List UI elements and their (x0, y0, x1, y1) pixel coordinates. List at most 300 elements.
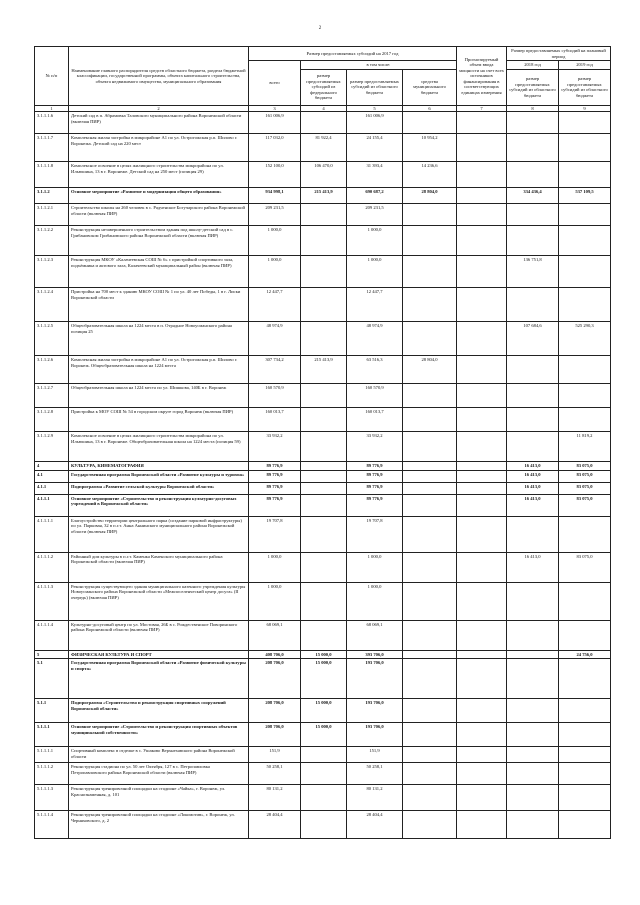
row-2018 (507, 582, 559, 620)
row-forecast (457, 494, 507, 516)
row-name: Подпрограмма «Строительство и реконструкция спортивных сооружений Воронежской области» (69, 699, 249, 723)
subsidy-table (34, 46, 611, 839)
header-2019: 2019 год (559, 61, 611, 70)
row-2018 (507, 408, 559, 432)
row-name: Государственная программа Воронежской области «Развитие физической культуры и спорта» (69, 659, 249, 699)
row-2018 (507, 659, 559, 699)
row-municipal (403, 659, 457, 699)
row-number: 5.1.1.1.3 (35, 785, 69, 811)
row-2018: 16 413,0 (507, 462, 559, 471)
row-forecast (457, 162, 507, 188)
row-name: Реконструкция МКОУ «Калачеевская СОШ № 6» с пристройкой спортивного зала, подъёмника и актового зала, Калачеевский муниципальный район (включая ПИР) (69, 256, 249, 288)
row-regional: 19 707,8 (347, 516, 403, 552)
row-regional: 151,9 (347, 747, 403, 763)
row-number: 4 (35, 462, 69, 471)
table-row (35, 582, 611, 620)
row-forecast (457, 408, 507, 432)
row-forecast (457, 482, 507, 494)
row-name: КУЛЬТУРА, КИНЕМАТОГРАФИЯ (69, 462, 249, 471)
row-number: 3.1.1.2.9 (35, 432, 69, 462)
row-number: 3.1.1.2.5 (35, 322, 69, 356)
table-row (35, 482, 611, 494)
row-federal: 81 922,4 (301, 134, 347, 162)
row-forecast (457, 650, 507, 659)
row-regional: 1 000,0 (347, 256, 403, 288)
row-2019: 11 819,2 (559, 432, 611, 462)
row-number: 4.1.1.1.1 (35, 516, 69, 552)
row-2018 (507, 162, 559, 188)
row-total: 89 776,9 (249, 470, 301, 482)
row-municipal (403, 256, 457, 288)
row-regional: 690 687,2 (347, 188, 403, 204)
row-federal (301, 462, 347, 471)
row-total: 89 776,9 (249, 494, 301, 516)
row-2018 (507, 747, 559, 763)
table-row (35, 322, 611, 356)
row-forecast (457, 204, 507, 226)
row-forecast (457, 226, 507, 256)
table-row (35, 659, 611, 699)
row-total: 80 131,2 (249, 785, 301, 811)
row-number: 3.1.1.1.7 (35, 134, 69, 162)
row-municipal (403, 785, 457, 811)
row-regional: 48 974,9 (347, 322, 403, 356)
row-2019 (559, 256, 611, 288)
header-2018-sub: размер предоставляемых субсидий из областного бюджета (507, 69, 559, 105)
row-regional: 1 000,0 (347, 582, 403, 620)
header-incl: в том числе: (301, 61, 457, 70)
row-number: 4.1.1 (35, 482, 69, 494)
row-2019: 83 075,0 (559, 552, 611, 582)
row-regional: 160 570,9 (347, 384, 403, 408)
table-body (35, 112, 611, 839)
row-forecast (457, 811, 507, 839)
row-municipal (403, 620, 457, 650)
row-forecast (457, 582, 507, 620)
table-row (35, 384, 611, 408)
row-2019: 83 075,0 (559, 462, 611, 471)
row-forecast (457, 723, 507, 747)
row-2018 (507, 723, 559, 747)
table-row (35, 552, 611, 582)
row-regional: 89 776,9 (347, 462, 403, 471)
row-municipal (403, 112, 457, 134)
row-forecast (457, 432, 507, 462)
row-number: 3.1.1.2 (35, 188, 69, 204)
row-total: 50 258,1 (249, 763, 301, 785)
row-regional: 63 516,3 (347, 356, 403, 384)
row-forecast (457, 256, 507, 288)
row-municipal (403, 462, 457, 471)
row-name: Культурно-досуговый центр по ул. Мостовая, 26Б в с. Рождественское Поворинского района Воронежской области (включая ПИР) (69, 620, 249, 650)
row-forecast (457, 516, 507, 552)
row-2019 (559, 226, 611, 256)
row-name: ФИЗИЧЕСКАЯ КУЛЬТУРА И СПОРТ (69, 650, 249, 659)
table-row (35, 516, 611, 552)
row-federal (301, 204, 347, 226)
row-federal (301, 288, 347, 322)
row-regional: 80 131,2 (347, 785, 403, 811)
row-federal: 215 413,9 (301, 188, 347, 204)
row-total: 208 706,0 (249, 659, 301, 699)
row-regional: 89 776,9 (347, 482, 403, 494)
row-2018 (507, 650, 559, 659)
row-name: Реконструкция тренировочной площадки на стадионе «Локомотив», г. Воронеж, ул. Черняховского, д. 2 (69, 811, 249, 839)
column-index: 2 (69, 105, 249, 112)
row-number: 3.1.1.2.6 (35, 356, 69, 384)
row-federal: 106 470,0 (301, 162, 347, 188)
row-federal (301, 432, 347, 462)
row-2018 (507, 384, 559, 408)
row-regional: 89 776,9 (347, 470, 403, 482)
row-name: Районный дом культуры в п.г.т. Каменка Каменского муниципального района Воронежской области (включая ПИР) (69, 552, 249, 582)
row-2019 (559, 785, 611, 811)
table-row (35, 785, 611, 811)
row-number: 4.1.1.1 (35, 494, 69, 516)
row-number: 3.1.1.1.8 (35, 162, 69, 188)
column-index: 4 (301, 105, 347, 112)
row-total: 89 776,9 (249, 482, 301, 494)
table-row (35, 432, 611, 462)
row-forecast (457, 552, 507, 582)
row-federal (301, 470, 347, 482)
row-name: Комплексная жилая застройка в микрорайоне А1 по ул. Острогожская р.п. Шилово г. Воронеж. Общеобразовательная школа на 1224 места (69, 356, 249, 384)
row-2019: 24 756,0 (559, 650, 611, 659)
row-number: 5.1.1.1.1 (35, 747, 69, 763)
row-2019 (559, 747, 611, 763)
table-row (35, 408, 611, 432)
table-row (35, 226, 611, 256)
row-municipal (403, 470, 457, 482)
row-municipal (403, 747, 457, 763)
row-forecast (457, 763, 507, 785)
row-2018 (507, 288, 559, 322)
row-2019 (559, 384, 611, 408)
row-municipal (403, 408, 457, 432)
header-name: Наименование главного распорядителя средств областного бюджета, раздела бюджетной классификации, государственной программы, объекта капитального строительства, объекта недвижимого имущества, муниципального образования (69, 47, 249, 106)
row-municipal (403, 482, 457, 494)
row-municipal: 28 804,0 (403, 188, 457, 204)
row-forecast (457, 620, 507, 650)
row-federal (301, 494, 347, 516)
column-index: 1 (35, 105, 69, 112)
table-row (35, 699, 611, 723)
row-municipal (403, 322, 457, 356)
row-2018 (507, 785, 559, 811)
table-row (35, 162, 611, 188)
row-federal (301, 226, 347, 256)
row-2019: 537 109,5 (559, 188, 611, 204)
row-federal: 15 000,0 (301, 699, 347, 723)
row-2019 (559, 659, 611, 699)
table-row (35, 494, 611, 516)
header-obl: размер предоставляемых субсидий из областного бюджета (347, 69, 403, 105)
row-municipal (403, 582, 457, 620)
row-number: 5.1.1 (35, 699, 69, 723)
row-federal (301, 482, 347, 494)
row-2018 (507, 620, 559, 650)
row-municipal (403, 811, 457, 839)
row-name: Реконструкция тренировочной площадки на стадионе «Чайка», г. Воронеж, ул. Краснознаменная, д. 101 (69, 785, 249, 811)
row-forecast (457, 112, 507, 134)
row-municipal: 14 236,6 (403, 162, 457, 188)
row-name: Основное мероприятие «Строительство и реконструкция спортивных объектов муниципальной собственности» (69, 723, 249, 747)
row-total: 33 932,2 (249, 432, 301, 462)
row-2019: 83 075,0 (559, 494, 611, 516)
row-forecast (457, 470, 507, 482)
row-name: Спортивный комплекс в отделке в с. Ушаково Верхнехавского района Воронежской области (69, 747, 249, 763)
table-row (35, 620, 611, 650)
row-2019: 525 290,3 (559, 322, 611, 356)
row-2019 (559, 288, 611, 322)
row-federal (301, 582, 347, 620)
row-federal (301, 322, 347, 356)
row-regional: 50 258,1 (347, 763, 403, 785)
row-municipal: 10 954,2 (403, 134, 457, 162)
table-row (35, 763, 611, 785)
row-total: 151,9 (249, 747, 301, 763)
row-regional: 68 069,1 (347, 620, 403, 650)
row-2019 (559, 620, 611, 650)
row-total: 117 032,0 (249, 134, 301, 162)
table-row (35, 134, 611, 162)
row-municipal: 28 804,0 (403, 356, 457, 384)
row-2018 (507, 204, 559, 226)
column-index: 5 (347, 105, 403, 112)
row-number: 3.1.1.2.4 (35, 288, 69, 322)
column-index: 6 (403, 105, 457, 112)
row-2019 (559, 582, 611, 620)
row-name: Комплексная жилая застройка в микрорайоне А1 по ул. Острогожская р.п. Шилово г. Воронежа. Детский сад на 220 мест (69, 134, 249, 162)
row-total: 160 570,9 (249, 384, 301, 408)
row-total: 152 100,0 (249, 162, 301, 188)
row-2018: 16 413,0 (507, 470, 559, 482)
row-2018 (507, 811, 559, 839)
header-2017: Размер предоставляемых субсидий на 2017 год (249, 47, 457, 61)
header-mun: средства муниципального бюджета (403, 69, 457, 105)
row-municipal (403, 552, 457, 582)
header-2019-sub: размер предоставляемых субсидий из областного бюджета (559, 69, 611, 105)
row-municipal (403, 494, 457, 516)
header-no: № п/п (35, 47, 69, 106)
row-number: 5.1.1.1.2 (35, 763, 69, 785)
row-name: Основное мероприятие «Строительство и реконструкция культурно-досуговых учреждений в Воронежской области» (69, 494, 249, 516)
row-name: Комплексное освоение в целях жилищного строительства микрорайона по ул. Ильюшина, 13 в г. Воронеже. Общеобразовательная школа на 1224 места (позиция 59) (69, 432, 249, 462)
header-forecast: Прогнозируемый объем ввода мощности на счет всех источников финансирования в соответствующих единицах измерения (457, 47, 507, 106)
row-2018 (507, 699, 559, 723)
row-federal (301, 112, 347, 134)
row-municipal (403, 516, 457, 552)
row-2018 (507, 356, 559, 384)
row-total: 48 974,9 (249, 322, 301, 356)
row-regional: 28 404,4 (347, 811, 403, 839)
table-row (35, 470, 611, 482)
row-2019 (559, 112, 611, 134)
row-forecast (457, 188, 507, 204)
row-forecast (457, 462, 507, 471)
row-2019 (559, 134, 611, 162)
row-name: Государственная программа Воронежской области «Развитие культуры и туризма» (69, 470, 249, 482)
table-row (35, 811, 611, 839)
row-name: Комплексное освоение в целях жилищного строительства микрорайона по ул. Ильюшина, 13 в г. Воронеже. Детский сад на 250 мест (позиция 29) (69, 162, 249, 188)
row-regional: 209 231,5 (347, 204, 403, 226)
row-total: 89 776,9 (249, 462, 301, 471)
row-total: 408 706,0 (249, 650, 301, 659)
row-total: 307 734,2 (249, 356, 301, 384)
row-2018 (507, 432, 559, 462)
row-federal: 15 000,0 (301, 650, 347, 659)
header-plan: Размер предоставляемых субсидий на плановый период (507, 47, 611, 61)
row-2018: 334 436,4 (507, 188, 559, 204)
table-row (35, 204, 611, 226)
row-number: 5.1 (35, 659, 69, 699)
row-2019 (559, 204, 611, 226)
table-row (35, 112, 611, 134)
row-federal (301, 516, 347, 552)
table-row (35, 650, 611, 659)
row-regional: 31 393,4 (347, 162, 403, 188)
row-federal (301, 785, 347, 811)
row-total: 19 707,8 (249, 516, 301, 552)
row-2019 (559, 699, 611, 723)
row-name: Общеобразовательная школа на 1224 места по ул. Шишкова, 140Б в г. Воронеж (69, 384, 249, 408)
row-number: 3.1.1.2.3 (35, 256, 69, 288)
row-name: Подпрограмма «Развитие сельской культуры Воронежской области» (69, 482, 249, 494)
row-forecast (457, 134, 507, 162)
table-row (35, 356, 611, 384)
row-municipal (403, 288, 457, 322)
row-regional: 160 013,7 (347, 408, 403, 432)
row-number: 4.1.1.1.4 (35, 620, 69, 650)
row-number: 3.1.1.2.2 (35, 226, 69, 256)
row-forecast (457, 785, 507, 811)
row-2018: 107 684,6 (507, 322, 559, 356)
table-row (35, 288, 611, 322)
row-number: 5 (35, 650, 69, 659)
column-index: 9 (559, 105, 611, 112)
row-2019 (559, 408, 611, 432)
row-name: Строительство школы на 260 человек в с. Радченское Богучарского района Воронежской области (включая ПИР) (69, 204, 249, 226)
row-number: 4.1.1.1.3 (35, 582, 69, 620)
row-regional: 33 932,2 (347, 432, 403, 462)
row-forecast (457, 322, 507, 356)
row-2019: 83 075,0 (559, 470, 611, 482)
column-index: 8 (507, 105, 559, 112)
row-federal: 215 413,9 (301, 356, 347, 384)
row-federal (301, 747, 347, 763)
row-2018 (507, 134, 559, 162)
table-row (35, 462, 611, 471)
row-2018: 136 751,8 (507, 256, 559, 288)
row-2018: 16 413,0 (507, 482, 559, 494)
row-federal (301, 763, 347, 785)
row-regional: 1 000,0 (347, 226, 403, 256)
row-regional: 24 155,4 (347, 134, 403, 162)
row-name: Общеобразовательная школа на 1224 места в п. Отрадное Новоусманского района позиция 25 (69, 322, 249, 356)
row-total: 208 706,0 (249, 699, 301, 723)
table-row (35, 747, 611, 763)
row-number: 3.1.1.1.6 (35, 112, 69, 134)
row-municipal (403, 384, 457, 408)
row-number: 4.1.1.1.2 (35, 552, 69, 582)
row-total: 1 000,0 (249, 256, 301, 288)
row-forecast (457, 356, 507, 384)
row-municipal (403, 699, 457, 723)
row-federal: 15 000,0 (301, 659, 347, 699)
row-municipal (403, 204, 457, 226)
row-name: Реконструкция незавершенного строительством здания под школу-детский сад в с. Грибановском Грибановского района Воронежской области (включая ПИР) (69, 226, 249, 256)
row-municipal (403, 650, 457, 659)
row-forecast (457, 659, 507, 699)
header-total: всего (249, 61, 301, 106)
row-name: Основное мероприятие «Развитие и модернизация общего образования» (69, 188, 249, 204)
row-total: 1 000,0 (249, 552, 301, 582)
row-number: 4.1 (35, 470, 69, 482)
row-name: Пристройка на 700 мест к зданию МКОУ СОШ № 1 по ул. 40 лет Победы, 1 в г. Лиски Воронежской области (69, 288, 249, 322)
row-federal (301, 384, 347, 408)
row-2018 (507, 763, 559, 785)
row-number: 3.1.1.2.7 (35, 384, 69, 408)
row-forecast (457, 699, 507, 723)
row-name: Детский сад в п. Абрамовка Таловского муниципального района Воронежской области (включая ПИР) (69, 112, 249, 134)
row-2019: 83 075,0 (559, 482, 611, 494)
row-regional: 193 706,0 (347, 659, 403, 699)
row-regional: 12 447,7 (347, 288, 403, 322)
row-name: Реконструкция стадиона по ул. 50 лет Октября, 127 в с. Петропавловка Петропавловского района Воронежской области (включая ПИР) (69, 763, 249, 785)
row-number: 3.1.1.2.1 (35, 204, 69, 226)
row-regional: 1 000,0 (347, 552, 403, 582)
header-fed: размер предоставляемых субсидий из федерального бюджета (301, 69, 347, 105)
row-regional: 161 006,9 (347, 112, 403, 134)
row-2018 (507, 226, 559, 256)
row-2019 (559, 516, 611, 552)
row-municipal (403, 763, 457, 785)
row-forecast (457, 288, 507, 322)
row-2018: 16 413,0 (507, 494, 559, 516)
row-municipal (403, 432, 457, 462)
row-federal (301, 552, 347, 582)
row-regional: 193 706,0 (347, 699, 403, 723)
row-federal (301, 408, 347, 432)
column-index: 7 (457, 105, 507, 112)
row-federal (301, 256, 347, 288)
column-index: 3 (249, 105, 301, 112)
row-name: Пристройка к МОУ СОШ № 54 в городском округе город Воронеж (включая ПИР) (69, 408, 249, 432)
row-2018: 16 413,0 (507, 552, 559, 582)
row-2018 (507, 112, 559, 134)
row-total: 12 447,7 (249, 288, 301, 322)
row-total: 209 231,5 (249, 204, 301, 226)
row-2018 (507, 516, 559, 552)
row-2019 (559, 763, 611, 785)
table-row (35, 723, 611, 747)
row-total: 1 000,0 (249, 582, 301, 620)
row-federal: 15 000,0 (301, 723, 347, 747)
row-name: Благоустройство территории центрального парка (создание парковой инфраструктуры) по ул. Парковая, 32 в п.г.т. Анна Аннинского муниципального района Воронежской области (включая ПИР) (69, 516, 249, 552)
row-regional: 393 706,0 (347, 650, 403, 659)
row-federal (301, 811, 347, 839)
row-2019 (559, 811, 611, 839)
row-2019 (559, 356, 611, 384)
row-forecast (457, 747, 507, 763)
row-2019 (559, 162, 611, 188)
row-regional: 89 776,9 (347, 494, 403, 516)
row-total: 934 998,1 (249, 188, 301, 204)
row-total: 160 013,7 (249, 408, 301, 432)
row-number: 5.1.1.1.4 (35, 811, 69, 839)
row-2019 (559, 723, 611, 747)
table-row (35, 256, 611, 288)
